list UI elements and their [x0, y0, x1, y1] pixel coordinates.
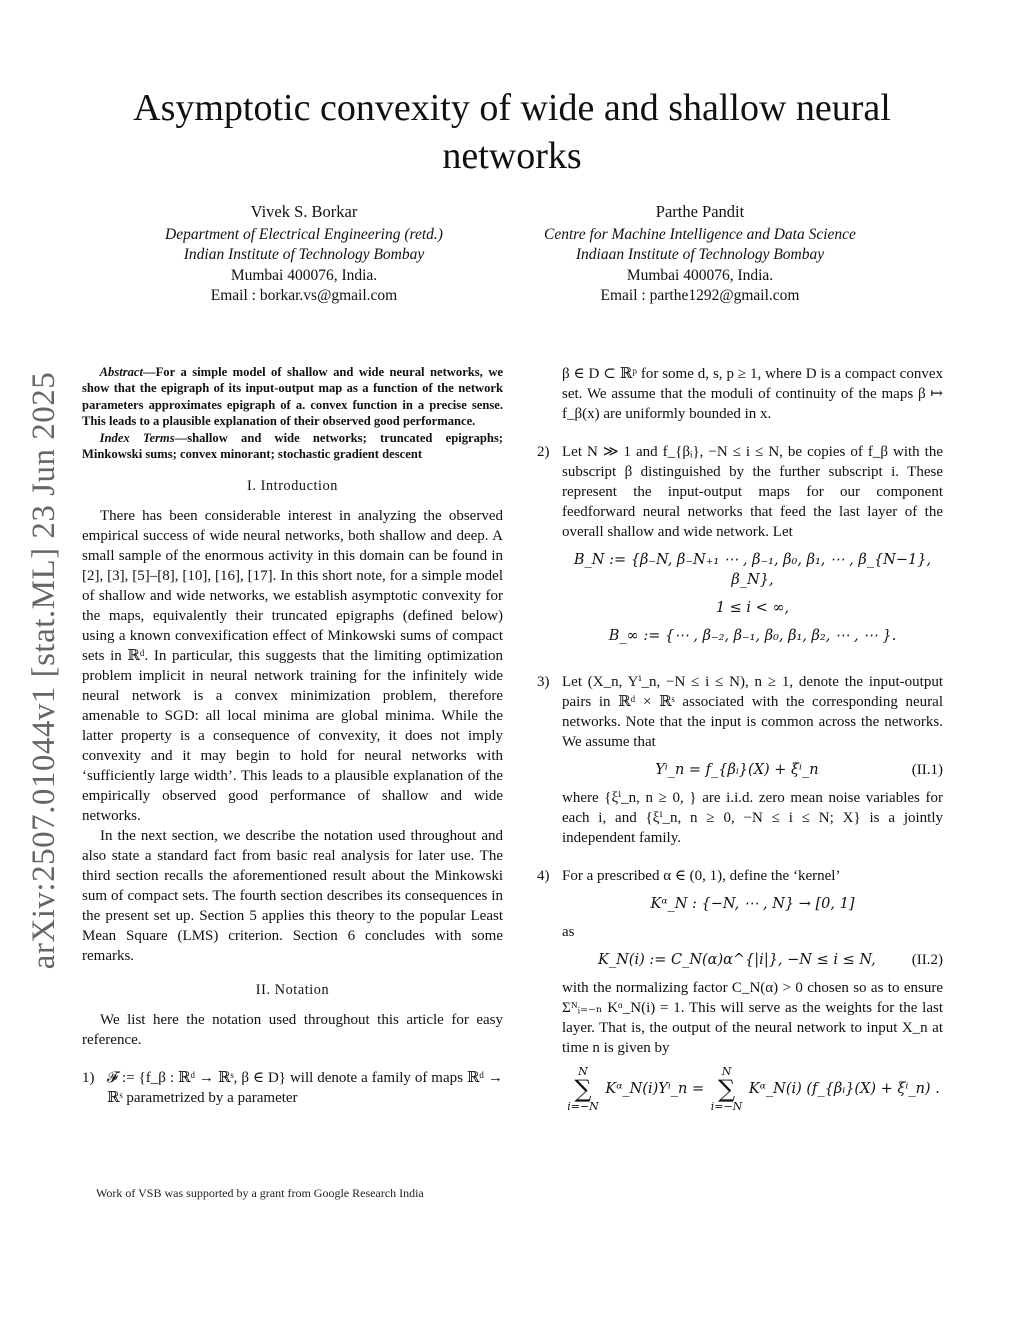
- list-item-text: Let (X_n, Yⁱ_n, −N ≤ i ≤ N), n ≥ 1, denote the input-output pairs in ℝᵈ × ℝˢ associated with the corresponding neural networks. Note that the input is common across the networks. We assume that: [562, 674, 943, 750]
- author-city: Mumbai 400076, India.: [230, 266, 378, 284]
- equation-tag: (II.2): [911, 952, 943, 968]
- list-item: [537, 866, 943, 1120]
- sum-lower: i=−N: [567, 1100, 599, 1113]
- author-name: Parthe Pandit: [655, 202, 745, 221]
- equation-output: [562, 1066, 943, 1112]
- equation-bn: B_N := {β₋N, β₋N₊₁ ⋯ , β₋₁, β₀, β₁, ⋯ , β_{N−1}, β_N},: [573, 552, 932, 588]
- list-item-text: For a prescribed α ∈ (0, 1), define the ‘kernel’: [562, 868, 841, 884]
- author-block-2: [510, 202, 890, 307]
- footnote: Work of VSB was supported by a grant from Google Research India: [96, 1186, 424, 1200]
- equation-kernel: Kᵅ_N : {−N, ⋯ , N} → [0, 1]: [650, 896, 855, 912]
- abstract: [82, 364, 503, 430]
- equation-output-left: Kᵅ_N(i)Yⁱ_n =: [605, 1081, 709, 1097]
- index-terms: [82, 430, 503, 463]
- list-number: 2): [537, 444, 550, 460]
- author-city: Mumbai 400076, India.: [626, 266, 774, 284]
- list-item: [537, 364, 943, 424]
- author-name: Vivek S. Borkar: [250, 202, 358, 221]
- arxiv-identifier: arXiv:2507.01044v1 [stat.ML] 23 Jun 2025: [26, 371, 63, 969]
- list-item-as: as: [562, 924, 575, 940]
- list-item: [537, 442, 943, 654]
- author-institute: Indian Institute of Technology Bombay: [183, 246, 425, 264]
- sum-upper: N: [721, 1065, 732, 1078]
- index-terms-label: Index Terms: [99, 430, 175, 445]
- abstract-label: Abstract: [99, 365, 144, 379]
- author-department: Centre for Machine Intelligence and Data Science: [544, 225, 856, 243]
- intro-paragraph-2: In the next section, we describe the notation used throughout and also state a standard fact from basic real analysis for later use. The third section recalls the aforementioned result about the Minkowski sum of compact sets. The fourth section describes its consequences in the present set up. Section 5 applies this theory to the popular Least Mean Square (LMS) criterion. Section 6 concludes with some remarks.: [82, 828, 503, 965]
- summation: N ∑ i=−N: [710, 1065, 743, 1113]
- author-email: Email : borkar.vs@gmail.com: [210, 287, 398, 305]
- section-heading-introduction: I. Introduction: [247, 478, 338, 495]
- equation-ii1: Yⁱ_n = f_{βᵢ}(X) + ξⁱ_n: [655, 762, 819, 778]
- list-number: 1): [82, 1070, 95, 1087]
- equation-binf: B_∞ := {⋯ , β₋₂, β₋₁, β₀, β₁, β₂, ⋯ , ⋯ }.: [608, 628, 897, 644]
- section-heading-notation: II. Notation: [255, 982, 330, 999]
- index-terms-text: —shallow and wide networks; truncated epigraphs; Minkowski sums; convex minorant; stochastic gradient descent: [82, 430, 503, 462]
- arxiv-sidebar: [20, 360, 70, 980]
- list-number: 4): [537, 868, 550, 884]
- paper-title: Asymptotic convexity of wide and shallow neural networks: [133, 87, 891, 177]
- list-item: [82, 1068, 503, 1108]
- list-item: [537, 672, 943, 848]
- left-column: [82, 364, 503, 1108]
- notation-paragraph: We list here the notation used throughout this article for easy reference.: [82, 1012, 503, 1049]
- list-item-text-continued: where {ξⁱ_n, n ≥ 0, } are i.i.d. zero mean noise variables for each i, and {ξⁱ_n, n ≥ 0, −N ≤ i ≤ N; X} is a jointly independent family.: [562, 790, 943, 846]
- author-department: Department of Electrical Engineering (retd.): [165, 225, 443, 243]
- equation-range: 1 ≤ i < ∞,: [715, 600, 790, 616]
- list-item-text: Let N ≫ 1 and f_{βᵢ}, −N ≤ i ≤ N, be copies of f_β with the subscript β distinguished by the further subscript i. These represent the input-output maps for our component feedforward neural networks that feed the last layer of the overall shallow and wide network. Let: [562, 444, 943, 540]
- summation: N ∑ i=−N: [567, 1065, 599, 1113]
- equation-ii2: K_N(i) := C_N(α)α^{|i|}, −N ≤ i ≤ N,: [598, 952, 876, 968]
- author-block-1: [124, 202, 484, 307]
- abstract-text: —For a simple model of shallow and wide neural networks, we show that the epigraph of its input-output map as a function of the network parameters approximates epigraph of a. convex function in a precise sense. This leads to a plausible explanation of their observed good performance.: [82, 365, 503, 429]
- intro-paragraph-1: There has been considerable interest in analyzing the observed empirical success of wide neural networks, both shallow and deep. A small sample of the enormous activity in this domain can be found in [2], [3], [5]–[8], [10], [16], [17]. In this short note, for a simple model of shallow and wide networks, we establish asymptotic convexity for the maps, equivalently their truncated epigraphs (defined below) using a known convexification effect of Minkowski sums of compact sets in ℝᵈ. In particular, this suggests that the limiting optimization problem implicit in neural network training for the infinitely wide neural network is a convex minimization problem, therefore amenable to SGD: all local minima are global minima. While the latter property is a consequence of convexity, it does not imply convexity and it may begin to hold for neural networks with ‘sufficiently large width’. This leads to a plausible explanation of the empirically observed good performance of shallow and wide networks.: [82, 508, 503, 825]
- sum-upper: N: [578, 1065, 588, 1078]
- list-item-text: 𝓕 := {f_β : ℝᵈ → ℝˢ, β ∈ D} will denote a family of maps ℝᵈ → ℝˢ parametrized by a parameter: [107, 1070, 503, 1107]
- equation-output-right: Kᵅ_N(i) (f_{βᵢ}(X) + ξⁱ_n) .: [748, 1081, 940, 1097]
- right-column: [537, 364, 943, 1120]
- sum-lower: i=−N: [710, 1100, 743, 1113]
- equation-tag: (II.1): [911, 762, 943, 778]
- list-item-text-continued: with the normalizing factor C_N(α) > 0 chosen so as to ensure Σᴺᵢ₌₋ₙ Kᵅ_N(i) = 1. This will serve as the weights for the last layer. That is, the output of the neural network to input X_n at time n is given by: [562, 980, 943, 1056]
- list-number: 3): [537, 674, 550, 690]
- author-institute: Indiaan Institute of Technology Bombay: [575, 246, 825, 264]
- list-item-continued: β ∈ D ⊂ ℝᵖ for some d, s, p ≥ 1, where D is a compact convex set. We assume that the moduli of continuity of the maps β ↦ f_β(x) are uniformly bounded in x.: [562, 366, 943, 422]
- author-email: Email : parthe1292@gmail.com: [600, 287, 800, 305]
